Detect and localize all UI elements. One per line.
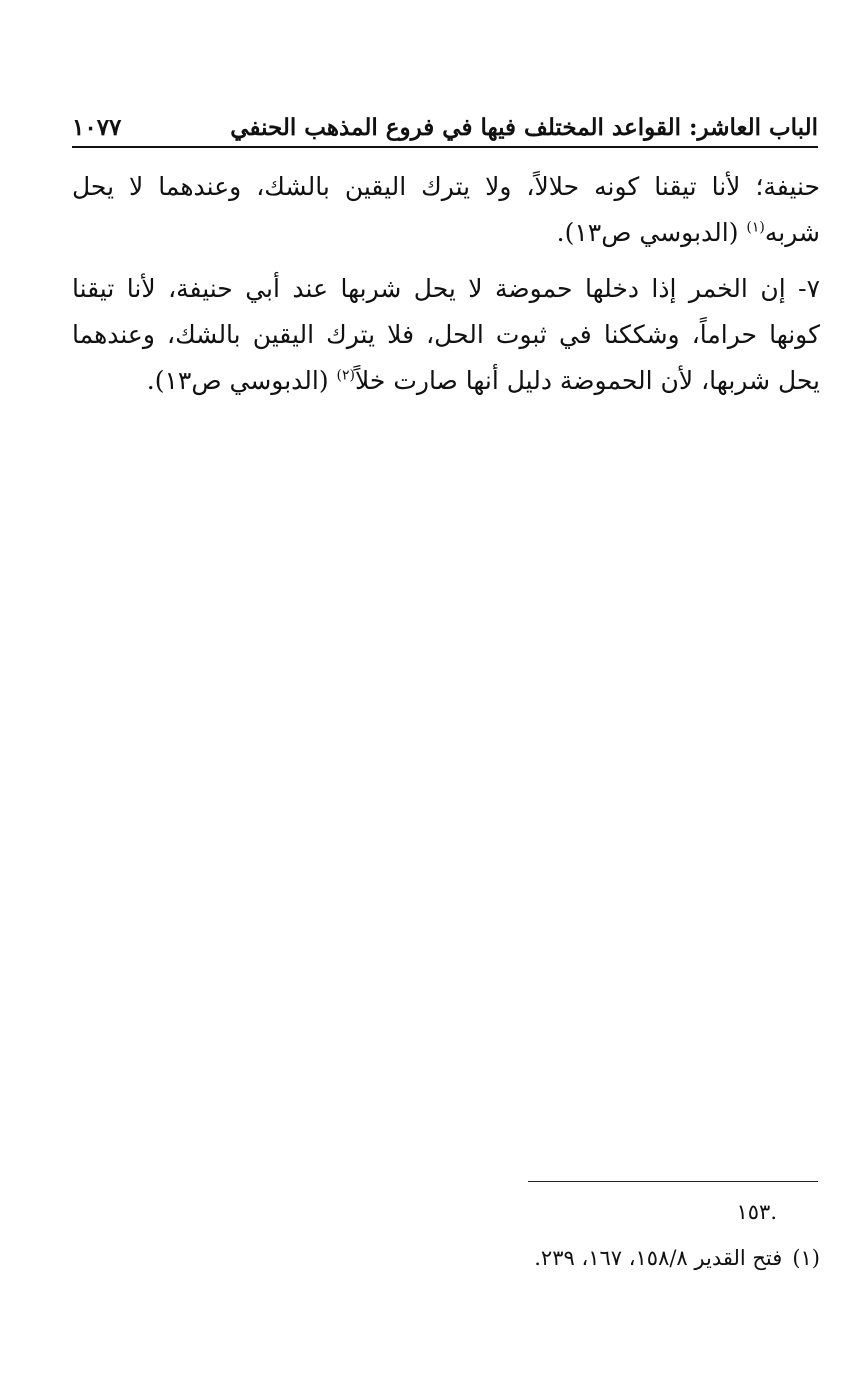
footnote-divider: [528, 1181, 818, 1182]
page-number: ١٠٧٧: [72, 114, 122, 141]
paragraph-2-citation: (الدبوسي ص١٣).: [146, 366, 337, 395]
chapter-title: الباب العاشر: القواعد المختلف فيها في فروع المذهب الحنفي: [230, 114, 818, 141]
paragraph-1: [72, 164, 820, 256]
footnote-ref-2[interactable]: (٢): [336, 367, 356, 384]
running-header: [72, 108, 818, 148]
footnote-1-number: (١): [792, 1246, 820, 1270]
footnote-continuation: .١٥٣: [736, 1200, 777, 1224]
paragraph-2: [72, 266, 820, 404]
footnote-ref-1[interactable]: (١): [746, 219, 765, 236]
footnote-1-text: فتح القدير ١٥٨/٨، ١٦٧، ٢٣٩.: [534, 1246, 783, 1270]
paragraph-1-text: حنيفة؛ لأنا تيقنا كونه حلالاً، ولا يترك اليقين بالشك، وعندهما لا يحل شربه: [72, 172, 820, 247]
paragraph-1-citation: (الدبوسي ص١٣).: [556, 218, 747, 247]
header-divider: [72, 146, 818, 148]
paragraph-2-text: ٧- إن الخمر إذا دخلها حموضة لا يحل شربها عند أبي حنيفة، لأنا تيقنا كونها حراماً، وشككنا في ثبوت الحل، فلا يترك اليقين بالشك، وعندهما يحل شربها، لأن الحموضة دليل أنها صارت خلاً: [72, 274, 820, 395]
footnote-1: [534, 1246, 820, 1270]
